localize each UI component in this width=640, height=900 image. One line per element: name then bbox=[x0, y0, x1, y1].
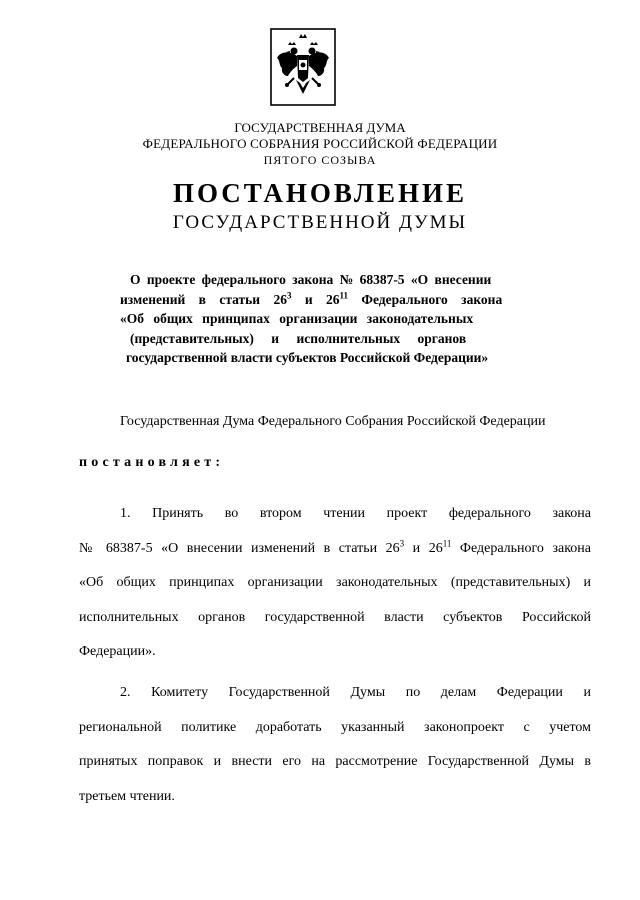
document-title: ПОСТАНОВЛЕНИЕ bbox=[172, 178, 468, 208]
subject-line: изменений в статьи $26^3$ и $26^{11}$ Федерального закона bbox=[120, 290, 503, 307]
paragraph-line: региональной политике доработать указанный законопроект с учетом bbox=[79, 719, 591, 735]
paragraph-line: № 68387-5 «О внесении изменений в статьи $26^3$ и $26^{11}$ Федерального закона bbox=[79, 537, 591, 556]
paragraph-1 bbox=[79, 497, 591, 670]
double-headed-eagle-icon bbox=[270, 28, 336, 106]
document-subtitle: ГОСУДАРСТВЕННОЙ ДУМЫ bbox=[172, 212, 468, 233]
subject-line: государственной власти субъектов Российской Федерации» bbox=[126, 350, 489, 365]
subject-line: «Об общих принципах организации законодательных bbox=[120, 311, 474, 326]
paragraph-line: принятых поправок и внести его на рассмотрение Государственной Думы в bbox=[79, 754, 591, 769]
paragraph-line: «Об общих принципах организации законодательных (представительных) и bbox=[79, 575, 591, 590]
header-line-convocation: ПЯТОГО СОЗЫВА bbox=[263, 153, 377, 167]
paragraph-line: Федерации». bbox=[79, 644, 156, 659]
header-line-federal-assembly: ФЕДЕРАЛЬНОГО СОБРАНИЯ РОССИЙСКОЙ ФЕДЕРАЦИИ bbox=[142, 136, 498, 151]
paragraph-line: исполнительных органов государственной власти субъектов Российской bbox=[79, 609, 591, 625]
decree-subject bbox=[120, 270, 540, 368]
subject-line: (представительных) и исполнительных органов bbox=[130, 330, 467, 346]
decree-word: постановляет: bbox=[79, 455, 225, 470]
paragraph-line: 1. Принять во втором чтении проект федерального закона bbox=[120, 506, 591, 521]
preamble: Государственная Дума Федерального Собрания Российской Федерации bbox=[120, 414, 546, 429]
header-line-duma: ГОСУДАРСТВЕННАЯ ДУМА bbox=[234, 120, 406, 135]
paragraph-2 bbox=[79, 676, 591, 814]
paragraph-line: 2. Комитету Государственной Думы по делам Федерации и bbox=[120, 685, 591, 700]
paragraph-line: третьем чтении. bbox=[79, 788, 175, 804]
subject-line: О проекте федерального закона № 68387-5 «О внесении bbox=[130, 272, 492, 287]
